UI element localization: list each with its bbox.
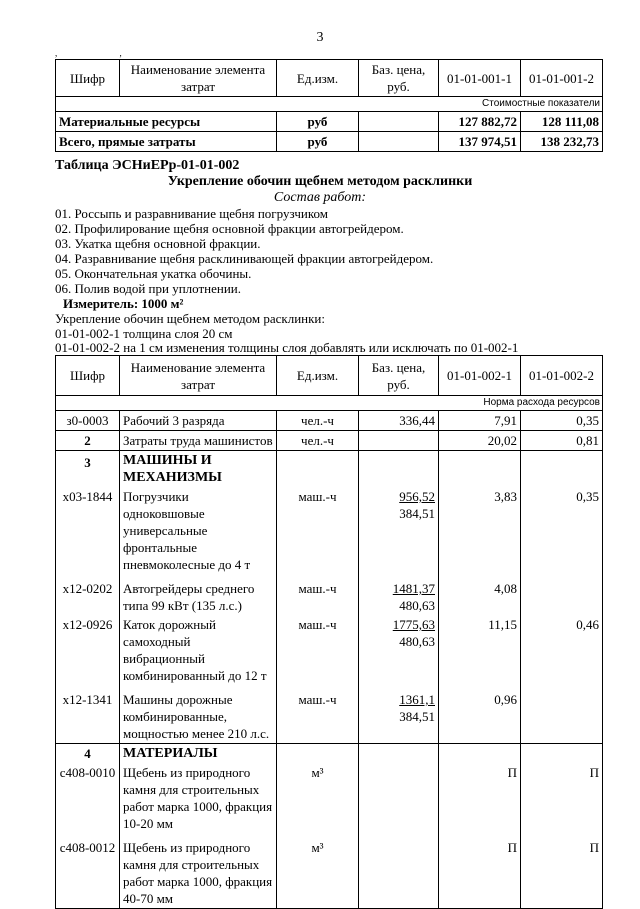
header-name: Наименование элемента затрат bbox=[120, 60, 277, 97]
row-v1: 7,91 bbox=[439, 411, 521, 431]
row-name: Машины дорожные комбинированные, мощностью менее 210 л.с. bbox=[120, 685, 277, 744]
works-title: Состав работ: bbox=[273, 190, 367, 205]
price-secondary: 384,51 bbox=[399, 506, 435, 521]
row-v1: 4,08 bbox=[439, 574, 521, 615]
price-secondary: 384,51 bbox=[399, 709, 435, 724]
price-primary: 1361,1 bbox=[399, 692, 435, 707]
row-unit: руб bbox=[277, 132, 359, 152]
row-code: х12-1341 bbox=[56, 685, 120, 744]
row-name: Автогрейдеры среднего типа 99 кВт (135 л.с.) bbox=[120, 574, 277, 615]
row-v1: 11,15 bbox=[439, 615, 521, 685]
row-name: Погрузчики одноковшовые универсальные фронтальные пневмоколесные до 4 т bbox=[120, 487, 277, 574]
meter: Измеритель: 1000 м² bbox=[63, 296, 184, 311]
price-secondary: 480,63 bbox=[399, 598, 435, 613]
row-unit: чел.-ч bbox=[277, 431, 359, 451]
table-row bbox=[56, 763, 603, 833]
header-code: Шифр bbox=[56, 356, 120, 396]
row-v2: П bbox=[521, 833, 603, 909]
row-price: 336,44 bbox=[359, 411, 439, 431]
table-row bbox=[56, 411, 603, 431]
row-v2 bbox=[521, 574, 603, 615]
section-row bbox=[56, 744, 603, 764]
work-item: 04. Разравнивание щебня расклинивающей фракции автогрейдером. bbox=[55, 251, 434, 266]
row-unit: м³ bbox=[277, 763, 359, 833]
section-row bbox=[56, 451, 603, 488]
row-v1: 3,83 bbox=[439, 487, 521, 574]
row-code: с408-0010 bbox=[56, 763, 120, 833]
row-unit: чел.-ч bbox=[277, 411, 359, 431]
row-code: х12-0202 bbox=[56, 574, 120, 615]
subheader: Стоимостные показатели bbox=[56, 97, 603, 112]
section-number: 3 bbox=[56, 451, 120, 488]
work-item: 05. Окончательная укатка обочины. bbox=[55, 266, 252, 281]
row-v2: 0,81 bbox=[521, 431, 603, 451]
row-v2: 138 232,73 bbox=[521, 132, 603, 152]
row-unit: маш.-ч bbox=[277, 574, 359, 615]
header-name: Наименование элемента затрат bbox=[120, 356, 277, 396]
desc-line: 01-01-002-2 на 1 см изменения толщины слоя добавлять или исключать по 01-002-1 bbox=[55, 340, 519, 355]
row-v1: 0,96 bbox=[439, 685, 521, 744]
cost-table bbox=[55, 59, 603, 152]
price-primary: 956,52 bbox=[399, 489, 435, 504]
row-v2: 0,35 bbox=[521, 411, 603, 431]
table-title: Таблица ЭСНиЕРр-01-01-002 bbox=[55, 158, 240, 173]
row-unit: м³ bbox=[277, 833, 359, 909]
row-code: 2 bbox=[56, 431, 120, 451]
desc-line: 01-01-002-1 толщина слоя 20 см bbox=[55, 326, 233, 341]
header-unit: Ед.изм. bbox=[277, 356, 359, 396]
work-item: 02. Профилирование щебня основной фракции автогрейдером. bbox=[55, 221, 404, 236]
table-row bbox=[56, 685, 603, 744]
row-name: Затраты труда машинистов bbox=[120, 431, 277, 451]
row-name: Рабочий 3 разряда bbox=[120, 411, 277, 431]
row-v1: 20,02 bbox=[439, 431, 521, 451]
row-name: Щебень из природного камня для строительных работ марка 1000, фракция 10-20 мм bbox=[120, 763, 277, 833]
table-row bbox=[56, 574, 603, 615]
section-number: 4 bbox=[56, 744, 120, 764]
table-row bbox=[56, 833, 603, 909]
row-unit: маш.-ч bbox=[277, 685, 359, 744]
table-row bbox=[56, 132, 603, 152]
section-title: МАТЕРИАЛЫ bbox=[120, 744, 277, 764]
section-heading: Укрепление обочин щебнем методом расклинки bbox=[167, 174, 473, 189]
work-item: 01. Россыпь и разравнивание щебня погрузчиком bbox=[55, 206, 328, 221]
row-v1: 127 882,72 bbox=[439, 112, 521, 132]
row-unit: маш.-ч bbox=[277, 615, 359, 685]
resource-table bbox=[55, 355, 603, 909]
header-col2: 01-01-001-2 bbox=[521, 60, 603, 97]
header-price: Баз. цена, руб. bbox=[359, 356, 439, 396]
row-v2: 128 111,08 bbox=[521, 112, 603, 132]
header-unit: Ед.изм. bbox=[277, 60, 359, 97]
row-v1: П bbox=[439, 763, 521, 833]
table-row bbox=[56, 487, 603, 574]
header-col1: 01-01-001-1 bbox=[439, 60, 521, 97]
scan-marks: , , bbox=[55, 48, 152, 58]
row-v2: 0,46 bbox=[521, 615, 603, 685]
row-v2: П bbox=[521, 763, 603, 833]
header-col1: 01-01-002-1 bbox=[439, 356, 521, 396]
table-row bbox=[56, 615, 603, 685]
row-v1: 137 974,51 bbox=[439, 132, 521, 152]
price-primary: 1775,63 bbox=[392, 617, 435, 632]
row-v1: П bbox=[439, 833, 521, 909]
table-row bbox=[56, 112, 603, 132]
row-v2: 0,35 bbox=[521, 487, 603, 574]
subheader: Норма расхода ресурсов bbox=[56, 396, 603, 411]
work-item: 03. Укатка щебня основной фракции. bbox=[55, 236, 261, 251]
header-price: Баз. цена, руб. bbox=[359, 60, 439, 97]
row-code: з0-0003 bbox=[56, 411, 120, 431]
row-code: с408-0012 bbox=[56, 833, 120, 909]
row-name: Каток дорожный самоходный вибрационный комбинированный до 12 т bbox=[120, 615, 277, 685]
row-code: х12-0926 bbox=[56, 615, 120, 685]
page-number: 3 bbox=[316, 30, 324, 45]
row-name: Материальные ресурсы bbox=[56, 112, 277, 132]
price-primary: 1481,37 bbox=[392, 581, 435, 596]
row-name: Всего, прямые затраты bbox=[56, 132, 277, 152]
row-unit: руб bbox=[277, 112, 359, 132]
header-code: Шифр bbox=[56, 60, 120, 97]
row-name: Щебень из природного камня для строительных работ марка 1000, фракция 40-70 мм bbox=[120, 833, 277, 909]
work-item: 06. Полив водой при уплотнении. bbox=[55, 281, 242, 296]
price-secondary: 480,63 bbox=[399, 634, 435, 649]
row-v2 bbox=[521, 685, 603, 744]
section-title: МАШИНЫ И МЕХАНИЗМЫ bbox=[120, 451, 277, 488]
header-col2: 01-01-002-2 bbox=[521, 356, 603, 396]
row-code: х03-1844 bbox=[56, 487, 120, 574]
table-row bbox=[56, 431, 603, 451]
row-unit: маш.-ч bbox=[277, 487, 359, 574]
desc-line: Укрепление обочин щебнем методом расклинки: bbox=[55, 311, 325, 326]
